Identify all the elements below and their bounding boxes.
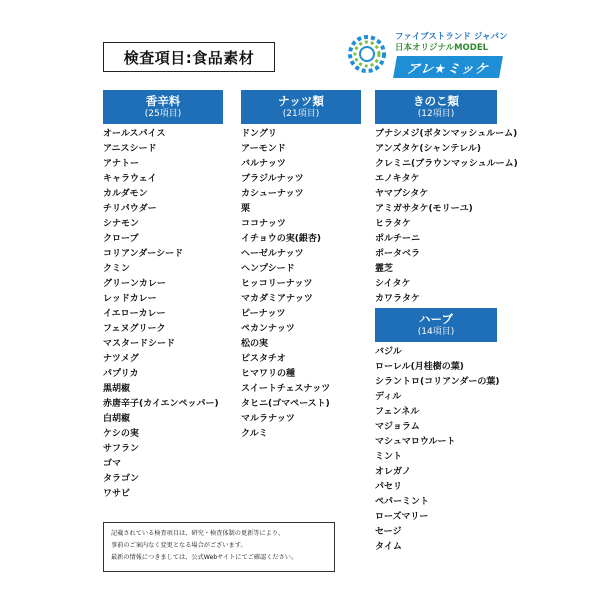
list-item: ココナッツ xyxy=(241,219,286,229)
list-item: ブラジルナッツ xyxy=(241,174,304,184)
disclaimer-note xyxy=(103,522,335,572)
list-item: カワラタケ xyxy=(375,294,420,304)
list-item: 白胡椒 xyxy=(103,414,131,424)
list-item: ミント xyxy=(375,452,403,462)
list-item: キャラウェイ xyxy=(103,174,157,184)
list-item: クミン xyxy=(103,264,131,274)
list-item: クルミ xyxy=(241,429,268,439)
category-mushrooms xyxy=(375,90,518,307)
list-item: ケシの実 xyxy=(103,429,139,439)
list-item: アミガサタケ(モリーユ) xyxy=(375,204,473,214)
category-spices xyxy=(103,90,223,502)
category-name: ナッツ類 xyxy=(278,94,324,108)
list-item: ヒラタケ xyxy=(375,219,411,229)
list-item: イチョウの実(銀杏) xyxy=(241,234,321,244)
list-item: カルダモン xyxy=(103,189,148,199)
list-item: イエローカレー xyxy=(103,309,166,319)
list-item: ペカンナッツ xyxy=(241,324,295,334)
list-item: ピスタチオ xyxy=(241,354,286,364)
note-line: 記載されている検査項目は、研究・検査体制の更新等により、 xyxy=(111,530,285,537)
list-item: マシュマロウルート xyxy=(375,437,456,447)
category-header xyxy=(241,90,361,124)
item-list xyxy=(103,127,223,502)
list-item: ワサビ xyxy=(103,489,131,499)
list-item: カシューナッツ xyxy=(241,189,304,199)
list-item: シラントロ(コリアンダーの葉) xyxy=(375,377,500,387)
category-header xyxy=(375,90,497,124)
brand-logo xyxy=(345,26,508,84)
category-count: (14項目) xyxy=(417,327,455,337)
list-item: アンズタケ(シャンテレル) xyxy=(375,144,482,154)
list-item: ヘーゼルナッツ xyxy=(241,249,304,259)
list-item: パセリ xyxy=(375,482,403,492)
list-item: ヒッコリーナッツ xyxy=(241,279,313,289)
list-item: グリーンカレー xyxy=(103,279,166,289)
list-item: サフラン xyxy=(103,444,140,454)
category-header xyxy=(103,90,223,124)
list-item: タイム xyxy=(375,542,402,552)
list-item: タヒニ(ゴマペースト) xyxy=(241,399,330,409)
note-line: 最新の情報につきましては、公式Webサイトにてご確認ください。 xyxy=(111,554,298,561)
list-item: レッドカレー xyxy=(103,294,157,304)
category-nuts xyxy=(241,90,361,442)
list-item: ポルチーニ xyxy=(375,234,421,244)
list-item: クローブ xyxy=(103,234,139,244)
list-item: ヒマワリの種 xyxy=(241,369,296,379)
list-item: バジル xyxy=(375,347,402,357)
list-item: シイタケ xyxy=(375,279,411,289)
note-line: 事前のご案内なく変更となる場合がございます。 xyxy=(111,542,247,549)
list-item: 栗 xyxy=(241,204,251,214)
list-item: アナトー xyxy=(103,159,140,169)
category-header xyxy=(375,308,497,342)
category-name: ハーブ xyxy=(419,312,453,326)
category-herbs xyxy=(375,308,500,555)
list-item: ゴマ xyxy=(103,459,122,469)
list-item: パプリカ xyxy=(103,369,139,379)
list-item: ディル xyxy=(375,392,402,402)
list-item: シナモン xyxy=(103,219,140,229)
list-item: オレガノ xyxy=(375,467,412,477)
list-item: チリパウダー xyxy=(103,204,157,214)
list-item: マスタードシード xyxy=(103,339,176,349)
list-item: ドングリ xyxy=(241,129,277,139)
list-item: ローズマリー xyxy=(375,512,429,522)
logo-brand-text: アレ★ミッケ xyxy=(405,61,490,77)
dna-ring-icon xyxy=(345,32,389,76)
list-item: 黒胡椒 xyxy=(103,384,131,394)
list-item: ヘンプシード xyxy=(241,264,295,274)
list-item: ポータベラ xyxy=(375,249,421,259)
list-item: ナツメグ xyxy=(103,354,139,364)
list-item: フェンネル xyxy=(375,407,420,417)
list-item: アニスシード xyxy=(103,144,157,154)
list-item: ピーナッツ xyxy=(241,309,286,319)
item-list xyxy=(375,127,518,307)
list-item: ブナシメジ(ボタンマッシュルーム) xyxy=(375,129,518,139)
list-item: スイートチェスナッツ xyxy=(241,384,331,394)
page-title: 検査項目:食品素材 xyxy=(103,42,275,72)
list-item: コリアンダーシード xyxy=(103,249,184,259)
category-name: きのこ類 xyxy=(413,94,459,108)
logo-model-text: 日本オリジナルMODEL xyxy=(395,43,489,53)
list-item: エノキタケ xyxy=(375,174,420,184)
category-count: (21項目) xyxy=(282,109,320,119)
list-item: 松の実 xyxy=(241,339,269,349)
item-list xyxy=(375,345,500,555)
list-item: 霊芝 xyxy=(375,264,394,274)
list-item: マジョラム xyxy=(375,422,420,432)
list-item: フェヌグリーク xyxy=(103,324,166,334)
list-item: ヤマブシタケ xyxy=(375,189,429,199)
list-item: タラゴン xyxy=(103,474,140,484)
item-list xyxy=(241,127,361,442)
list-item: マルラナッツ xyxy=(241,414,295,424)
list-item: アーモンド xyxy=(241,144,286,154)
category-count: (25項目) xyxy=(144,109,182,119)
list-item: セージ xyxy=(375,527,402,537)
logo-company-text: ファイブストランド ジャパン xyxy=(395,32,508,42)
list-item: オールスパイス xyxy=(103,129,166,139)
list-item: バルナッツ xyxy=(241,159,286,169)
category-name: 香辛料 xyxy=(145,94,181,108)
list-item: ペパーミント xyxy=(375,497,430,507)
category-count: (12項目) xyxy=(417,109,455,119)
list-item: クレミニ(ブラウンマッシュルーム) xyxy=(375,159,518,169)
list-item: 赤唐辛子(カイエンペッパー) xyxy=(103,399,219,409)
logo-brand-banner xyxy=(393,56,503,78)
list-item: ローレル(月桂樹の葉) xyxy=(375,362,464,372)
list-item: マカダミアナッツ xyxy=(241,294,313,304)
